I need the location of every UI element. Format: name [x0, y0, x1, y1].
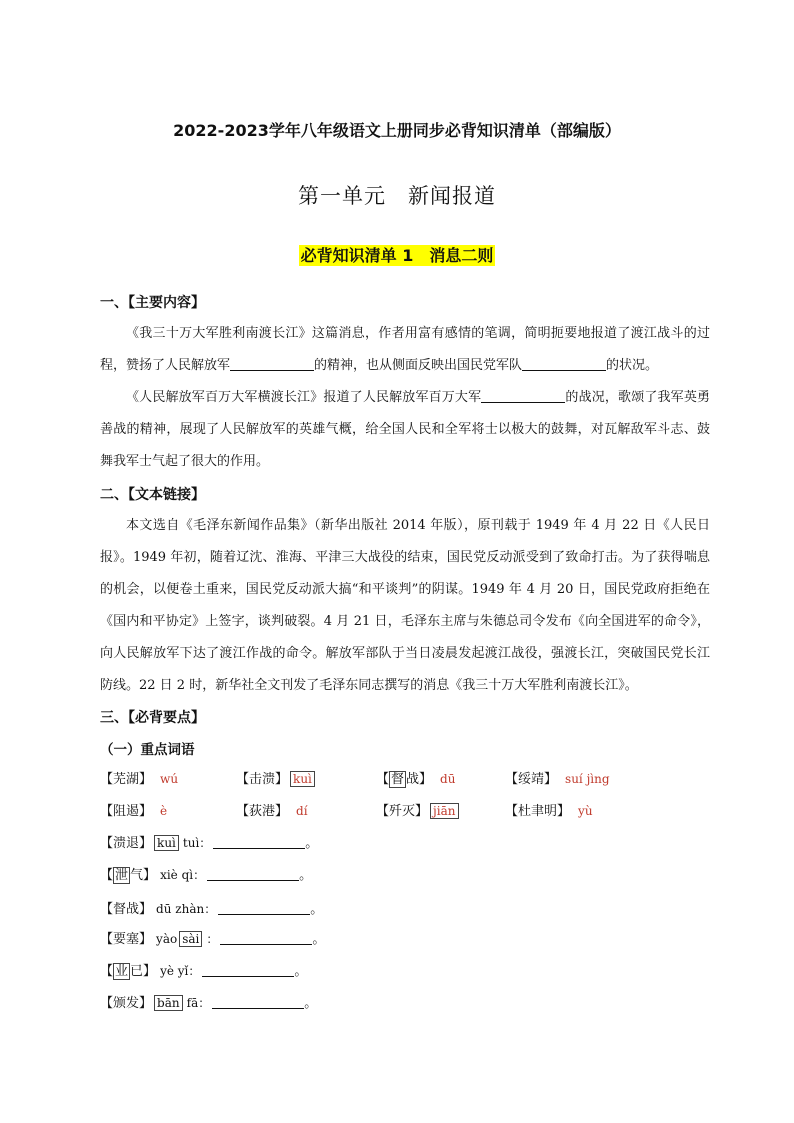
section-key-points-heading: 三、【必背要点】 [100, 710, 205, 726]
pinyin: dí [296, 804, 308, 818]
section-text-link-heading: 二、【文本链接】 [100, 487, 205, 503]
subheading-key-words: （一）重点词语 [100, 742, 195, 758]
section-main-content-heading: 一、【主要内容】 [100, 295, 205, 311]
vocab-item: 【芜湖】 wú [100, 772, 179, 787]
unit-title: 第一单元 新闻报道 [298, 184, 496, 208]
vocab-item: 【杜聿明】 yù [505, 804, 593, 819]
word-definition-row: 【 泄 气】 xiè qì： 。 [100, 868, 313, 883]
pinyin-boxed: jiān [430, 803, 458, 819]
answer-blank[interactable] [218, 900, 310, 915]
vocab-item: 【阻遏】 è [100, 804, 168, 819]
fill-blank[interactable] [481, 388, 565, 403]
main-content-paragraph-1: 《我三十万大军胜利南渡长江》这篇消息，作者用富有感情的笔调，简明扼要地报道了渡江战斗的过程，赞扬了人民解放军 的精神，也从侧面反映出国民党军队 的状况。 [100, 326, 710, 373]
word-definition-row: 【 业 已】 yè yǐ： 。 [100, 964, 308, 979]
fill-blank[interactable] [230, 356, 314, 371]
pinyin-boxed: kuì [290, 771, 315, 787]
word-definition-row: 【颁发】 bān fā： 。 [100, 996, 318, 1011]
pinyin: è [160, 804, 168, 818]
text-link-paragraph: 本文选自《毛泽东新闻作品集》（新华出版社 2014 年版），原刊载于 1949 年 4 月 22 日《人民日报》。1949 年初，随着辽沈、淮海、平津三大战役的结束，国民党反动派受到了致命打击。为了获得喘息的机会，以便卷土重来，国民党反动派大搞“和平谈判”的阴谋。1949 年 4 月 20 日，国民党政府拒绝在《国内和平协定》上签字，谈判破裂。4 月 21 日，毛泽东主席与朱德总司令发布《向全国进军的命令》，向人民解放军下达了渡江作战的命令。解放军部队于当日凌晨发起渡江战役，强渡长江，突破国民党长江防线。22 日 2 时，新华社全文刊发了毛泽东同志撰写的消息《我三十万大军胜利南渡长江》。 [100, 518, 710, 693]
pinyin: dū [440, 772, 456, 786]
main-content-paragraph-2: 《人民解放军百万大军横渡长江》报道了人民解放军百万大军 的战况，歌颂了我军英勇善战的精神，展现了人民解放军的英雄气概，给全国人民和全军将士以极大的鼓舞，对瓦解敌军斗志、鼓舞我军士气起了很大的作用。 [100, 390, 710, 469]
pinyin: wú [160, 772, 179, 786]
vocab-item: 【荻港】 dí [236, 804, 308, 819]
answer-blank[interactable] [212, 994, 304, 1009]
word-definition-row: 【督战】 dū zhàn： 。 [100, 902, 324, 917]
vocab-item: 【 督 战】 dū [376, 772, 456, 787]
pinyin: yù [578, 804, 593, 818]
vocab-item: 【绥靖】 suí jìng [505, 772, 610, 787]
answer-blank[interactable] [207, 866, 299, 881]
vocab-item: 【击溃】 kuì [236, 768, 315, 791]
vocab-item: 【歼灭】 jiān [376, 800, 459, 823]
list-title [0, 243, 794, 266]
answer-blank[interactable] [213, 834, 305, 849]
answer-blank[interactable] [220, 930, 312, 945]
document-title: 2022-2023学年八年级语文上册同步必背知识清单（部编版） [173, 121, 621, 140]
pinyin: suí jìng [565, 772, 610, 786]
fill-blank[interactable] [522, 356, 606, 371]
word-definition-row: 【溃退】 kuì tuì： 。 [100, 836, 319, 851]
answer-blank[interactable] [202, 962, 294, 977]
word-definition-row: 【要塞】 yào sài ： 。 [100, 932, 326, 947]
list-title-highlight: 必背知识清单 1 消息二则 [300, 246, 494, 265]
